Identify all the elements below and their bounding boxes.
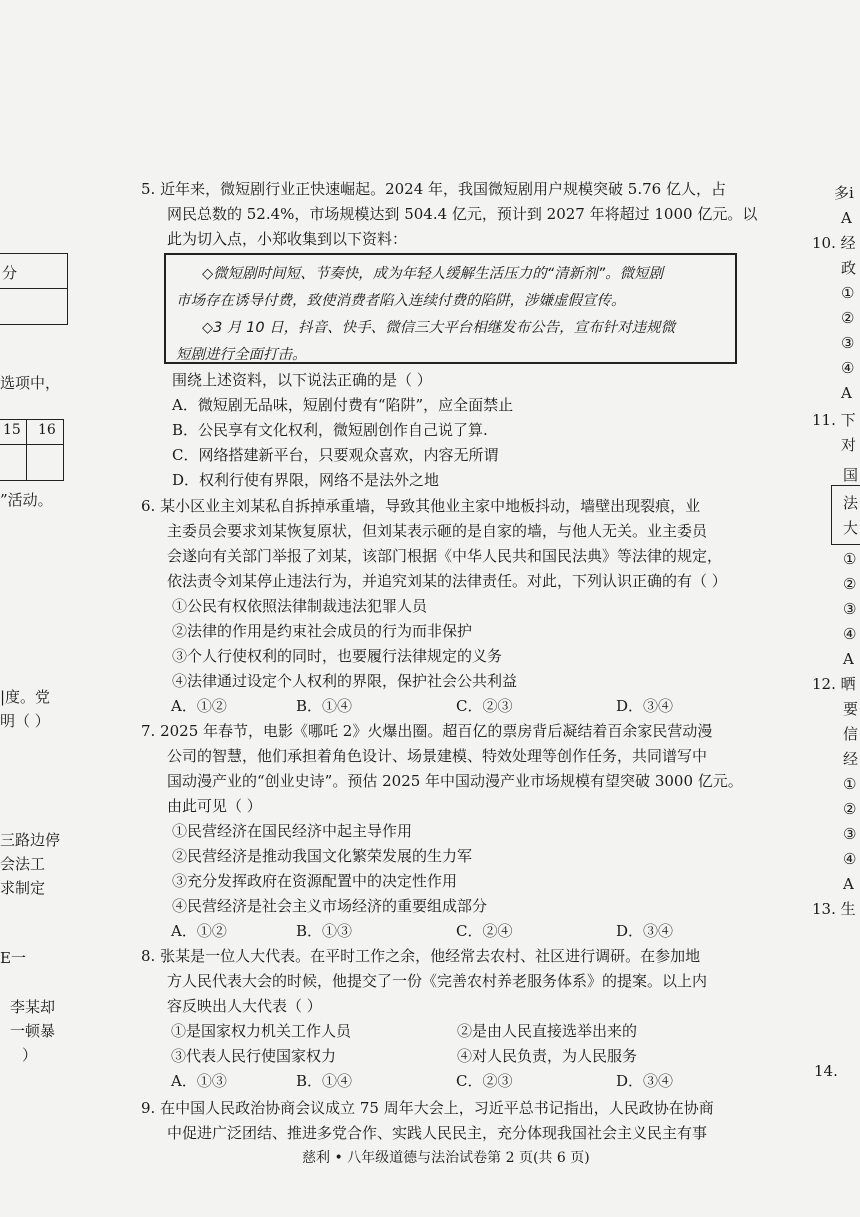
q7-line: 由此可见（ ） [167,797,262,815]
q6-item: ③个人行使权利的同时，也要履行法律规定的义务 [172,647,503,665]
q6-line: 主委员会要求刘某恢复原状，但刘某表示砸的是自家的墙，与他人无关。业主委员 [167,522,708,540]
left-fragment-li3: ） [22,1046,38,1064]
material-box [164,253,737,364]
left-fragment-road3: 求制定 [0,879,46,897]
right-fragment: 要 [843,700,859,718]
q6-option-a: A．①② [171,697,227,715]
q5-option-b: B．公民享有文化权利，微短剧创作自己说了算. [172,421,488,439]
right-fragment: ③ [843,825,857,843]
q7-line: 国动漫产业的“创业史诗”。预估 2025 年中国动漫产业市场规模有望突破 3000 亿元。 [167,772,743,790]
grid-number-16: 16 [38,422,56,438]
right-fragment: 12. 晒 [812,675,856,693]
q5-option-c: C．网络搭建新平台，只要观众喜欢，内容无所谓 [172,446,499,464]
right-fragment: 国 [843,466,859,484]
q6-line: 依法责令刘某停止违法行为，并追究刘某的法律责任。对此，下列认识正确的有（ ） [167,572,727,590]
q7-item: ②民营经济是推动我国文化繁荣发展的生力军 [172,847,473,865]
q6-item: ④法律通过设定个人权利的界限，保护社会公共利益 [172,672,518,690]
question-5-stem [141,368,746,493]
question-8 [141,944,746,1094]
left-fragment-road2: 会法工 [0,855,46,873]
question-7 [141,719,746,944]
right-fragment: ④ [843,625,857,643]
right-fragment: 多i [834,184,854,202]
left-fragment-activity: ”活动。 [0,491,53,509]
q6-item: ①公民有权依照法律制裁违法犯罪人员 [172,597,428,615]
q5-line: 5. 近年来，微短剧行业正快速崛起。2024 年，我国微短剧用户规模突破 5.76 亿人，占 [141,180,726,198]
q5-line: 网民总数的 52.4%，市场规模达到 504.4 亿元，预计到 2027 年将超过 1000 亿元。以 [167,205,758,223]
left-fragment-road1: 三路边停 [0,831,61,849]
material-line: 短剧进行全面打击。 [176,347,307,363]
question-6 [141,494,746,719]
q9-line: 9. 在中国人民政治协商会议成立 75 周年大会上，习近平总书记指出，人民政协在协商 [141,1099,714,1117]
q6-item: ②法律的作用是约束社会成员的行为而非保护 [172,622,473,640]
q6-option-b: B．①④ [296,697,353,715]
q8-option-a: A．①③ [171,1072,227,1090]
q7-item: ①民营经济在国民经济中起主导作用 [172,822,413,840]
q8-option-d: D．③④ [616,1072,674,1090]
right-fragment: ① [843,550,857,568]
material-line: ◇3 月 10 日，抖音、快手、微信三大平台相继发布公告，宣布针对违规微 [202,320,676,336]
q5-line: 此为切入点，小郑收集到以下资料： [167,230,408,248]
q6-option-c: C．②③ [456,697,513,715]
q8-line: 8. 张某是一位人大代表。在平时工作之余，他经常去农村、社区进行调研。在参加地 [141,947,701,965]
right-fragment: 对 [841,436,857,454]
q6-options [141,694,746,719]
right-fragment: 11. 下 [812,411,856,429]
q6-option-d: D．③④ [616,697,674,715]
q8-line: 方人民代表大会的时候，他提交了一份《完善农村养老服务体系》的提案。以上内 [167,972,708,990]
q9-line: 中促进广泛团结、推进多党合作、实践人民民主，充分体现我国社会主义民主有事 [167,1124,708,1142]
q8-option-b: B．①④ [296,1072,353,1090]
right-fragment: ② [843,800,857,818]
right-fragment: 经 [843,750,859,768]
q7-option-d: D．③④ [616,922,674,940]
q7-option-a: A．①② [171,922,227,940]
q8-item: ①是国家权力机关工作人员 [171,1022,352,1040]
left-fragment-li1: 李某却 [10,998,56,1016]
right-fragment: 法 [843,494,859,512]
q8-item: ②是由人民直接选举出来的 [457,1022,638,1040]
right-fragment: 13. 生 [812,900,856,918]
right-fragment: A [843,650,854,668]
q7-option-b: B．①③ [296,922,353,940]
q5-option-a: A．微短剧无品味，短剧付费有“陷阱”，应全面禁止 [172,396,514,414]
right-fragment: A [841,384,852,402]
q7-option-c: C．②④ [456,922,513,940]
question-9 [141,1096,746,1146]
right-fragment: ④ [843,850,857,868]
right-fragment: ③ [843,600,857,618]
left-fragment-du: |度。党 [0,688,51,706]
q8-line: 容反映出人大代表（ ） [167,997,322,1015]
right-fragment: ① [841,284,855,302]
right-fragment: 14. [814,1062,838,1080]
q7-item: ③充分发挥政府在资源配置中的决定性作用 [172,872,458,890]
material-line: 市场存在诱导付费，致使消费者陷入连续付费的陷阱，涉嫌虚假宣传。 [176,293,626,309]
left-fragment-li2: 一顿暴 [10,1022,56,1040]
q8-option-c: C．②③ [456,1072,513,1090]
q6-line: 6. 某小区业主刘某私自拆掉承重墙，导致其他业主家中地板抖动，墙壁出现裂痕，业 [141,497,701,515]
right-fragment: ③ [841,334,855,352]
q7-options [141,919,746,944]
q8-items-row [141,1019,746,1044]
q5-stem: 围绕上述资料，以下说法正确的是（ ） [172,371,432,389]
q8-item: ③代表人民行使国家权力 [171,1047,337,1065]
q5-option-d: D．权利行使有界限，网络不是法外之地 [172,471,440,489]
q8-items-row [141,1044,746,1069]
q8-item: ④对人民负责，为人民服务 [457,1047,638,1065]
right-fragment: A [843,875,854,893]
q7-line: 7. 2025 年春节，电影《哪吒 2》火爆出圈。超百亿的票房背后凝结着百余家民营动漫 [141,722,713,740]
right-fragment: ④ [841,359,855,377]
q8-options [141,1069,746,1094]
q6-line: 会遂向有关部门举报了刘某，该部门根据《中华人民共和国民法典》等法律的规定， [167,547,723,565]
left-fragment-yi: E一 [0,949,26,967]
material-line: ◇微短剧时间短、节奏快，成为年轻人缓解生活压力的“清新剂”。微短剧 [202,266,664,282]
page-footer: 慈利 • 八年级道德与法治试卷第 2 页(共 6 页) [302,1150,590,1166]
right-fragment: 10. 经 [812,234,856,252]
right-fragment: ② [841,309,855,327]
q7-item: ④民营经济是社会主义市场经济的重要组成部分 [172,897,488,915]
right-fragment: 信 [843,725,859,743]
left-fragment-select: 选项中， [0,374,61,392]
question-5 [141,177,758,252]
score-label: 分 [2,264,18,282]
left-fragment-ming: 明（ ） [0,712,50,730]
right-fragment: 政 [841,259,857,277]
right-fragment: ② [843,575,857,593]
q7-line: 公司的智慧，他们承担着角色设计、场景建模、特效处理等创作任务，共同谱写中 [167,747,708,765]
right-fragment: A [841,209,852,227]
right-fragment: 大 [843,519,859,537]
right-fragment: ① [843,775,857,793]
grid-number-15: 15 [3,422,21,438]
